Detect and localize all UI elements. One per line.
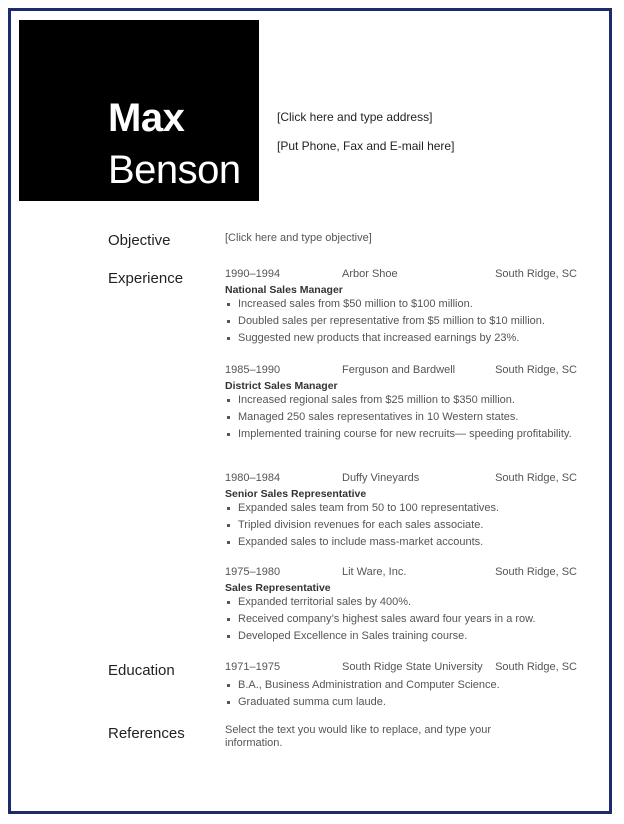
bullet-icon (227, 635, 230, 638)
list-item: Increased regional sales from $25 million to $350 million. (225, 394, 577, 407)
bullet-icon (227, 337, 230, 340)
job-title: Sales Representative (225, 582, 331, 594)
job-dates: 1990–1994 (225, 268, 281, 280)
list-item: Expanded sales to include mass-market accounts. (225, 536, 577, 549)
list-item: Managed 250 sales representatives in 10 Western states. (225, 411, 577, 424)
job-entry (225, 364, 577, 445)
job-title: Senior Sales Representative (225, 488, 367, 500)
list-item: Implemented training course for new recruits— speeding profitability. (225, 428, 577, 441)
list-item: Graduated summa cum laude. (225, 696, 577, 709)
experience-heading: Experience (108, 270, 184, 287)
address-placeholder[interactable]: [Click here and type address] (277, 110, 433, 124)
job-dates: 1980–1984 (225, 472, 281, 484)
job-title: National Sales Manager (225, 284, 343, 296)
bullet-icon (227, 601, 230, 604)
bullet-icon (227, 618, 230, 621)
last-name[interactable]: Benson (108, 148, 241, 192)
job-entry (225, 472, 577, 553)
job-company: Lit Ware, Inc. (342, 566, 407, 578)
list-item: Suggested new products that increased earnings by 23%. (225, 332, 577, 345)
list-item: Increased sales from $50 million to $100 million. (225, 298, 577, 311)
objective-heading: Objective (108, 232, 171, 249)
contact-placeholder[interactable]: [Put Phone, Fax and E-mail here] (277, 139, 455, 153)
job-entry (225, 566, 577, 647)
list-item: Expanded sales team from 50 to 100 representatives. (225, 502, 577, 515)
job-title: District Sales Manager (225, 380, 338, 392)
bullet-icon (227, 303, 230, 306)
bullet-icon (227, 416, 230, 419)
references-placeholder[interactable]: Select the text you would like to replace, and type your information. (225, 724, 491, 749)
objective-placeholder[interactable]: [Click here and type objective] (225, 232, 372, 244)
job-dates: 1975–1980 (225, 566, 281, 578)
name-block (19, 20, 259, 201)
education-entry (225, 661, 577, 713)
job-location: South Ridge, SC (495, 364, 577, 376)
list-item: Doubled sales per representative from $5 million to $10 million. (225, 315, 577, 328)
job-company: Ferguson and Bardwell (342, 364, 456, 376)
first-name[interactable]: Max (108, 96, 185, 140)
list-item: Tripled division revenues for each sales associate. (225, 519, 577, 532)
job-company: Duffy Vineyards (342, 472, 420, 484)
bullet-icon (227, 399, 230, 402)
bullet-icon (227, 433, 230, 436)
education-dates: 1971–1975 (225, 661, 281, 673)
bullet-icon (227, 684, 230, 687)
job-entry (225, 268, 577, 349)
list-item: Developed Excellence in Sales training course. (225, 630, 577, 643)
references-heading: References (108, 725, 185, 742)
job-dates: 1985–1990 (225, 364, 281, 376)
job-location: South Ridge, SC (495, 566, 577, 578)
job-location: South Ridge, SC (495, 472, 577, 484)
bullet-icon (227, 507, 230, 510)
bullet-icon (227, 524, 230, 527)
job-location: South Ridge, SC (495, 268, 577, 280)
bullet-icon (227, 320, 230, 323)
list-item: B.A., Business Administration and Computer Science. (225, 679, 577, 692)
bullet-icon (227, 541, 230, 544)
bullet-icon (227, 701, 230, 704)
education-school: South Ridge State University (342, 661, 483, 673)
job-company: Arbor Shoe (342, 268, 398, 280)
education-location: South Ridge, SC (495, 661, 577, 673)
list-item: Expanded territorial sales by 400%. (225, 596, 577, 609)
education-heading: Education (108, 662, 175, 679)
list-item: Received company’s highest sales award four years in a row. (225, 613, 577, 626)
